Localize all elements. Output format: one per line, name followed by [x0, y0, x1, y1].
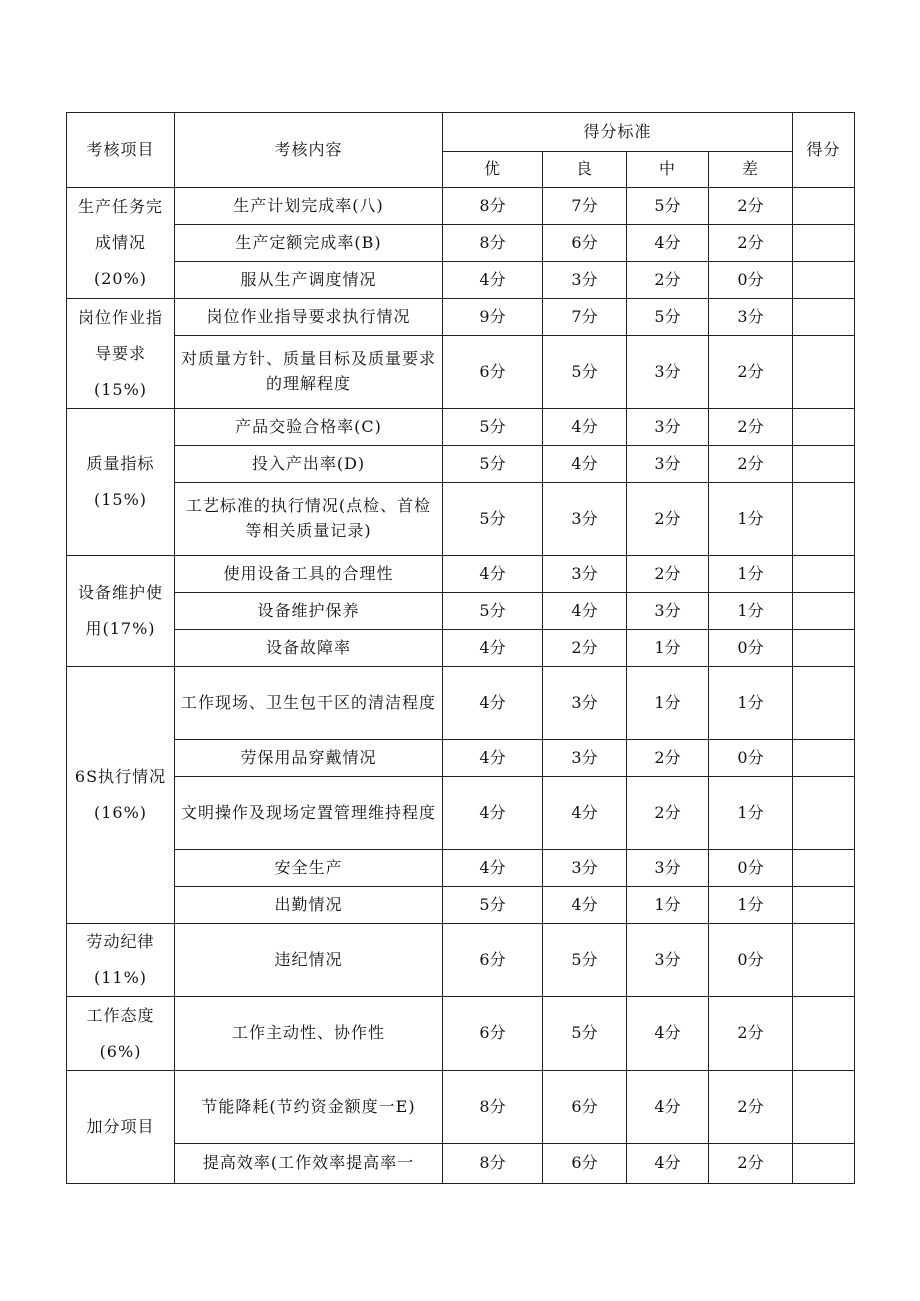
- score-cell: 1分: [709, 777, 793, 850]
- score-cell: 5分: [627, 188, 709, 225]
- score-cell: 3分: [627, 336, 709, 409]
- score-cell: 4分: [443, 556, 543, 593]
- score-cell: 4分: [443, 667, 543, 740]
- content-cell: 安全生产: [175, 850, 443, 887]
- score-cell: 5分: [443, 409, 543, 446]
- grade-average: 中: [627, 152, 709, 188]
- score-cell: 2分: [709, 336, 793, 409]
- table-row: [67, 740, 855, 777]
- score-cell: 0分: [709, 740, 793, 777]
- table-row: [67, 593, 855, 630]
- score-cell: 8分: [443, 1144, 543, 1184]
- score-cell: 3分: [709, 299, 793, 336]
- score-cell: 3分: [627, 446, 709, 483]
- final-score-cell[interactable]: [793, 188, 855, 225]
- score-cell: 4分: [627, 1071, 709, 1144]
- header-item: 考核项目: [67, 113, 175, 188]
- score-cell: 9分: [443, 299, 543, 336]
- header-content: 考核内容: [175, 113, 443, 188]
- score-cell: 7分: [543, 188, 627, 225]
- score-cell: 1分: [709, 556, 793, 593]
- score-cell: 4分: [443, 740, 543, 777]
- score-cell: 4分: [543, 593, 627, 630]
- score-cell: 8分: [443, 188, 543, 225]
- score-cell: 5分: [443, 483, 543, 556]
- table-row: [67, 997, 855, 1071]
- final-score-cell[interactable]: [793, 556, 855, 593]
- table-row: [67, 446, 855, 483]
- score-cell: 4分: [443, 850, 543, 887]
- grade-good: 良: [543, 152, 627, 188]
- final-score-cell[interactable]: [793, 667, 855, 740]
- final-score-cell[interactable]: [793, 483, 855, 556]
- score-cell: 4分: [543, 409, 627, 446]
- final-score-cell[interactable]: [793, 777, 855, 850]
- category-cell: 劳动纪律(11%): [67, 924, 175, 997]
- category-cell: 生产任务完成情况(20%): [67, 188, 175, 299]
- table-row: [67, 336, 855, 409]
- score-cell: 6分: [443, 997, 543, 1071]
- table-row: [67, 850, 855, 887]
- score-cell: 5分: [443, 887, 543, 924]
- score-cell: 6分: [543, 1144, 627, 1184]
- category-cell: 设备维护使用(17%): [67, 556, 175, 667]
- final-score-cell[interactable]: [793, 225, 855, 262]
- table-row: [67, 1071, 855, 1144]
- score-cell: 0分: [709, 630, 793, 667]
- score-cell: 1分: [627, 630, 709, 667]
- content-cell: 生产定额完成率(B): [175, 225, 443, 262]
- table-row: [67, 887, 855, 924]
- table-row: [67, 262, 855, 299]
- final-score-cell[interactable]: [793, 740, 855, 777]
- score-cell: 5分: [543, 924, 627, 997]
- score-cell: 3分: [627, 409, 709, 446]
- score-cell: 2分: [627, 483, 709, 556]
- category-cell: 工作态度(6%): [67, 997, 175, 1071]
- score-cell: 4分: [443, 630, 543, 667]
- content-cell: 岗位作业指导要求执行情况: [175, 299, 443, 336]
- score-cell: 3分: [627, 850, 709, 887]
- content-cell: 节能降耗(节约资金额度一E): [175, 1071, 443, 1144]
- score-cell: 2分: [709, 225, 793, 262]
- content-cell: 工艺标准的执行情况(点检、首检等相关质量记录): [175, 483, 443, 556]
- score-cell: 3分: [543, 667, 627, 740]
- content-cell: 服从生产调度情况: [175, 262, 443, 299]
- final-score-cell[interactable]: [793, 850, 855, 887]
- score-cell: 4分: [627, 225, 709, 262]
- final-score-cell[interactable]: [793, 299, 855, 336]
- score-cell: 3分: [543, 262, 627, 299]
- category-cell: 加分项目: [67, 1071, 175, 1184]
- score-cell: 1分: [709, 593, 793, 630]
- final-score-cell[interactable]: [793, 997, 855, 1071]
- score-cell: 3分: [543, 740, 627, 777]
- score-cell: 5分: [443, 446, 543, 483]
- content-cell: 设备故障率: [175, 630, 443, 667]
- score-cell: 3分: [627, 593, 709, 630]
- header-row: [67, 113, 855, 152]
- score-cell: 3分: [627, 924, 709, 997]
- score-cell: 8分: [443, 1071, 543, 1144]
- score-cell: 2分: [627, 777, 709, 850]
- final-score-cell[interactable]: [793, 1071, 855, 1144]
- score-cell: 6分: [543, 1071, 627, 1144]
- table-row: [67, 188, 855, 225]
- table-row: [67, 630, 855, 667]
- content-cell: 违纪情况: [175, 924, 443, 997]
- final-score-cell[interactable]: [793, 336, 855, 409]
- content-cell: 出勤情况: [175, 887, 443, 924]
- score-cell: 4分: [627, 997, 709, 1071]
- score-cell: 0分: [709, 850, 793, 887]
- score-cell: 1分: [709, 887, 793, 924]
- score-cell: 6分: [543, 225, 627, 262]
- score-cell: 2分: [709, 1144, 793, 1184]
- content-cell: 工作主动性、协作性: [175, 997, 443, 1071]
- final-score-cell[interactable]: [793, 409, 855, 446]
- content-cell: 投入产出率(D): [175, 446, 443, 483]
- score-cell: 6分: [443, 336, 543, 409]
- header-score: 得分: [793, 113, 855, 188]
- table-row: [67, 299, 855, 336]
- content-cell: 工作现场、卫生包干区的清洁程度: [175, 667, 443, 740]
- score-cell: 3分: [543, 556, 627, 593]
- header-standard: 得分标准: [443, 113, 793, 152]
- score-cell: 6分: [443, 924, 543, 997]
- final-score-cell[interactable]: [793, 1144, 855, 1184]
- final-score-cell[interactable]: [793, 630, 855, 667]
- score-cell: 5分: [543, 336, 627, 409]
- score-cell: 2分: [543, 630, 627, 667]
- score-cell: 1分: [709, 667, 793, 740]
- score-cell: 0分: [709, 262, 793, 299]
- score-cell: 4分: [543, 446, 627, 483]
- score-cell: 4分: [627, 1144, 709, 1184]
- content-cell: 生产计划完成率(八): [175, 188, 443, 225]
- score-cell: 4分: [543, 777, 627, 850]
- score-cell: 2分: [709, 997, 793, 1071]
- table-row: [67, 556, 855, 593]
- grade-poor: 差: [709, 152, 793, 188]
- category-cell: 岗位作业指导要求(15%): [67, 299, 175, 409]
- content-cell: 对质量方针、质量目标及质量要求的理解程度: [175, 336, 443, 409]
- score-cell: 2分: [627, 262, 709, 299]
- content-cell: 劳保用品穿戴情况: [175, 740, 443, 777]
- content-cell: 文明操作及现场定置管理维持程度: [175, 777, 443, 850]
- final-score-cell[interactable]: [793, 446, 855, 483]
- table-row: [67, 924, 855, 997]
- content-cell: 产品交验合格率(C): [175, 409, 443, 446]
- table-row: [67, 777, 855, 850]
- score-cell: 2分: [709, 1071, 793, 1144]
- grade-excellent: 优: [443, 152, 543, 188]
- score-cell: 2分: [709, 409, 793, 446]
- score-cell: 5分: [627, 299, 709, 336]
- final-score-cell[interactable]: [793, 593, 855, 630]
- category-cell: 质量指标(15%): [67, 409, 175, 556]
- content-cell: 设备维护保养: [175, 593, 443, 630]
- content-cell: 使用设备工具的合理性: [175, 556, 443, 593]
- score-cell: 2分: [709, 446, 793, 483]
- score-cell: 4分: [443, 777, 543, 850]
- score-cell: 2分: [627, 556, 709, 593]
- category-cell: 6S执行情况(16%): [67, 667, 175, 924]
- final-score-cell[interactable]: [793, 924, 855, 997]
- score-cell: 3分: [543, 850, 627, 887]
- score-cell: 1分: [627, 667, 709, 740]
- score-cell: 3分: [543, 483, 627, 556]
- score-cell: 4分: [443, 262, 543, 299]
- content-cell: 提高效率(工作效率提高率一: [175, 1144, 443, 1184]
- final-score-cell[interactable]: [793, 262, 855, 299]
- score-cell: 8分: [443, 225, 543, 262]
- score-cell: 5分: [443, 593, 543, 630]
- score-cell: 4分: [543, 887, 627, 924]
- score-cell: 2分: [709, 188, 793, 225]
- table-row: [67, 1144, 855, 1184]
- score-cell: 2分: [627, 740, 709, 777]
- final-score-cell[interactable]: [793, 887, 855, 924]
- score-cell: 7分: [543, 299, 627, 336]
- table-row: [67, 225, 855, 262]
- table-row: [67, 409, 855, 446]
- score-cell: 5分: [543, 997, 627, 1071]
- table-row: [67, 667, 855, 740]
- score-cell: 0分: [709, 924, 793, 997]
- table-row: [67, 483, 855, 556]
- score-cell: 1分: [709, 483, 793, 556]
- assessment-table: [66, 112, 855, 1184]
- score-cell: 1分: [627, 887, 709, 924]
